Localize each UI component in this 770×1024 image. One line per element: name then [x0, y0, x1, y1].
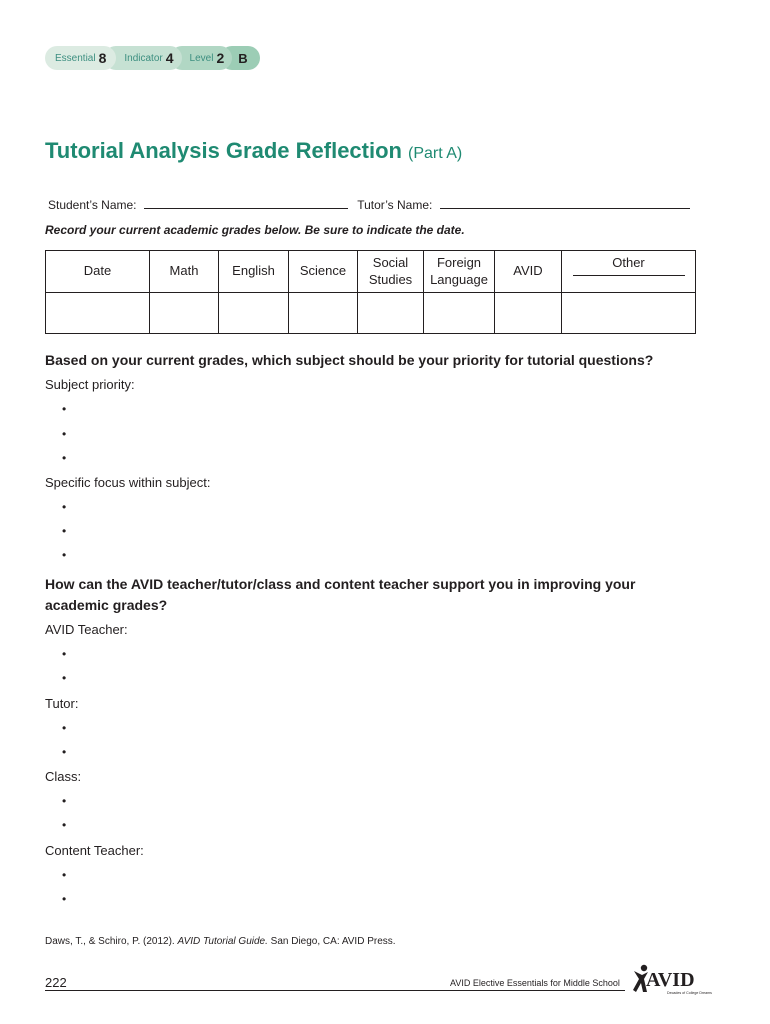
instructions: Record your current academic grades below. Be sure to indicate the date.	[45, 223, 465, 237]
question-priority: Based on your current grades, which subject should be your priority for tutorial questions?	[45, 352, 654, 368]
student-name-label: Student’s Name:	[48, 198, 137, 212]
avid-teacher-label: AVID Teacher:	[45, 622, 128, 637]
page-title: Tutorial Analysis Grade Reflection (Part A)	[45, 138, 463, 163]
header-science: Science	[289, 251, 358, 293]
header-math: Math	[150, 251, 219, 293]
grade-cell-math[interactable]	[150, 293, 219, 334]
content-teacher-label: Content Teacher:	[45, 843, 144, 858]
class-label: Class:	[45, 769, 82, 784]
tutor-label: Tutor:	[45, 696, 79, 711]
tutor-name-label: Tutor’s Name:	[357, 198, 433, 212]
header-date: Date	[46, 251, 150, 293]
grade-cell-english[interactable]	[219, 293, 289, 334]
bullet: •	[62, 892, 67, 906]
grade-cell-science[interactable]	[289, 293, 358, 334]
student-name-line[interactable]	[144, 198, 348, 209]
header-avid: AVID	[495, 251, 562, 293]
bullet: •	[62, 721, 67, 735]
bullet: •	[62, 745, 67, 759]
bullet: •	[62, 427, 67, 441]
bullet: •	[62, 818, 67, 832]
bullet: •	[62, 500, 67, 514]
grades-table	[45, 250, 696, 334]
bullet: •	[62, 647, 67, 661]
grade-cell-avid[interactable]	[495, 293, 562, 334]
footer-book-title: AVID Elective Essentials for Middle School	[450, 978, 620, 988]
specific-focus-label: Specific focus within subject:	[45, 475, 211, 490]
citation: Daws, T., & Schiro, P. (2012). AVID Tutorial Guide. San Diego, CA: AVID Press.	[45, 936, 396, 947]
level-pill: Level 2	[170, 46, 233, 70]
logo-tagline: Decades of College Dreams	[667, 991, 712, 995]
grade-cell-other[interactable]	[562, 293, 696, 334]
breadcrumb	[45, 46, 248, 70]
bullet: •	[62, 671, 67, 685]
bullet: •	[62, 794, 67, 808]
header-foreign-language: Foreign Language	[424, 251, 495, 293]
page-number: 222	[45, 975, 67, 990]
grade-cell-social-studies[interactable]	[358, 293, 424, 334]
header-english: English	[219, 251, 289, 293]
header-other: Other	[562, 251, 696, 293]
grade-cell-foreign-language[interactable]	[424, 293, 495, 334]
footer-rule	[45, 990, 625, 991]
indicator-pill: Indicator 4	[104, 46, 181, 70]
bullet: •	[62, 548, 67, 562]
tutor-name-line[interactable]	[440, 198, 690, 209]
avid-logo	[630, 962, 712, 998]
logo-text: AVID	[646, 969, 695, 991]
other-subject-line[interactable]	[573, 275, 685, 276]
question-support: How can the AVID teacher/tutor/class and content teacher support you in improving your academic grades?	[45, 576, 636, 613]
essential-pill: Essential 8	[45, 46, 116, 70]
bullet: •	[62, 524, 67, 538]
bullet: •	[62, 402, 67, 416]
sublevel-pill: B	[220, 46, 259, 70]
name-fields	[48, 198, 690, 212]
header-social-studies: Social Studies	[358, 251, 424, 293]
bullet: •	[62, 451, 67, 465]
subject-priority-label: Subject priority:	[45, 377, 135, 392]
grade-cell-date[interactable]	[46, 293, 150, 334]
bullet: •	[62, 868, 67, 882]
